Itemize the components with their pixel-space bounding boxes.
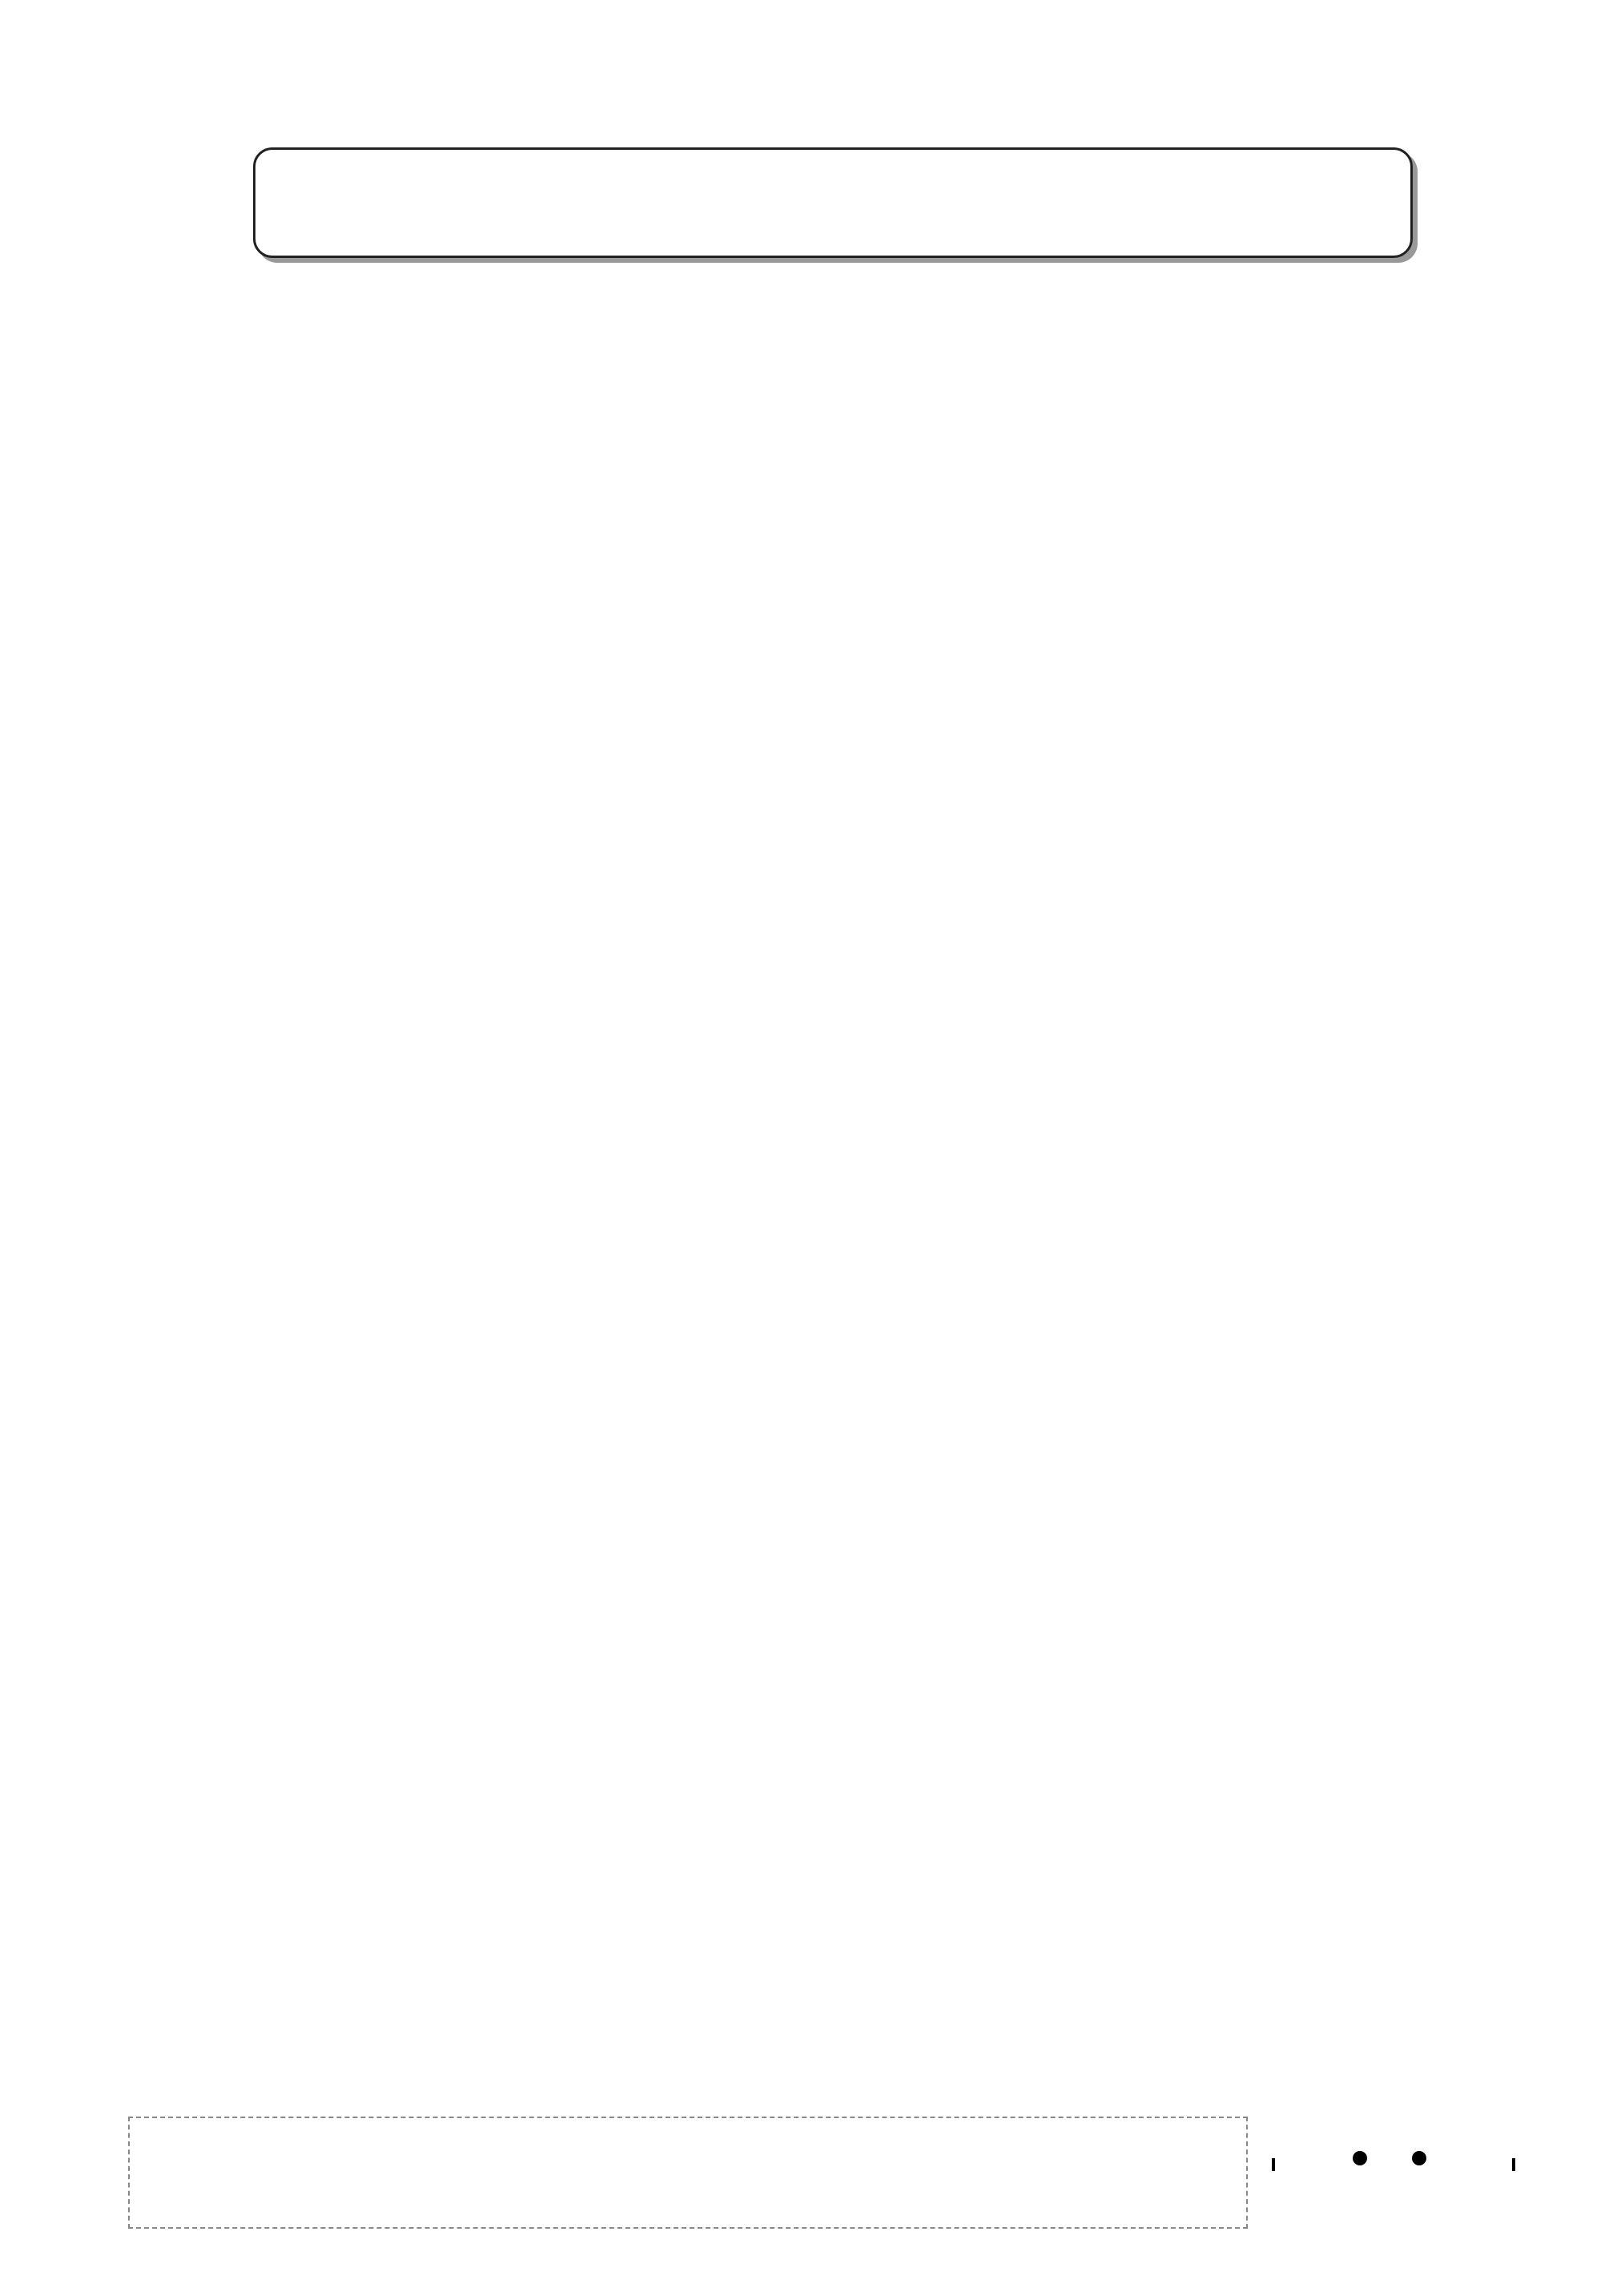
intro-box [253,147,1413,258]
renseikai-logo [1257,2147,1530,2235]
notes-box [128,2117,1248,2229]
